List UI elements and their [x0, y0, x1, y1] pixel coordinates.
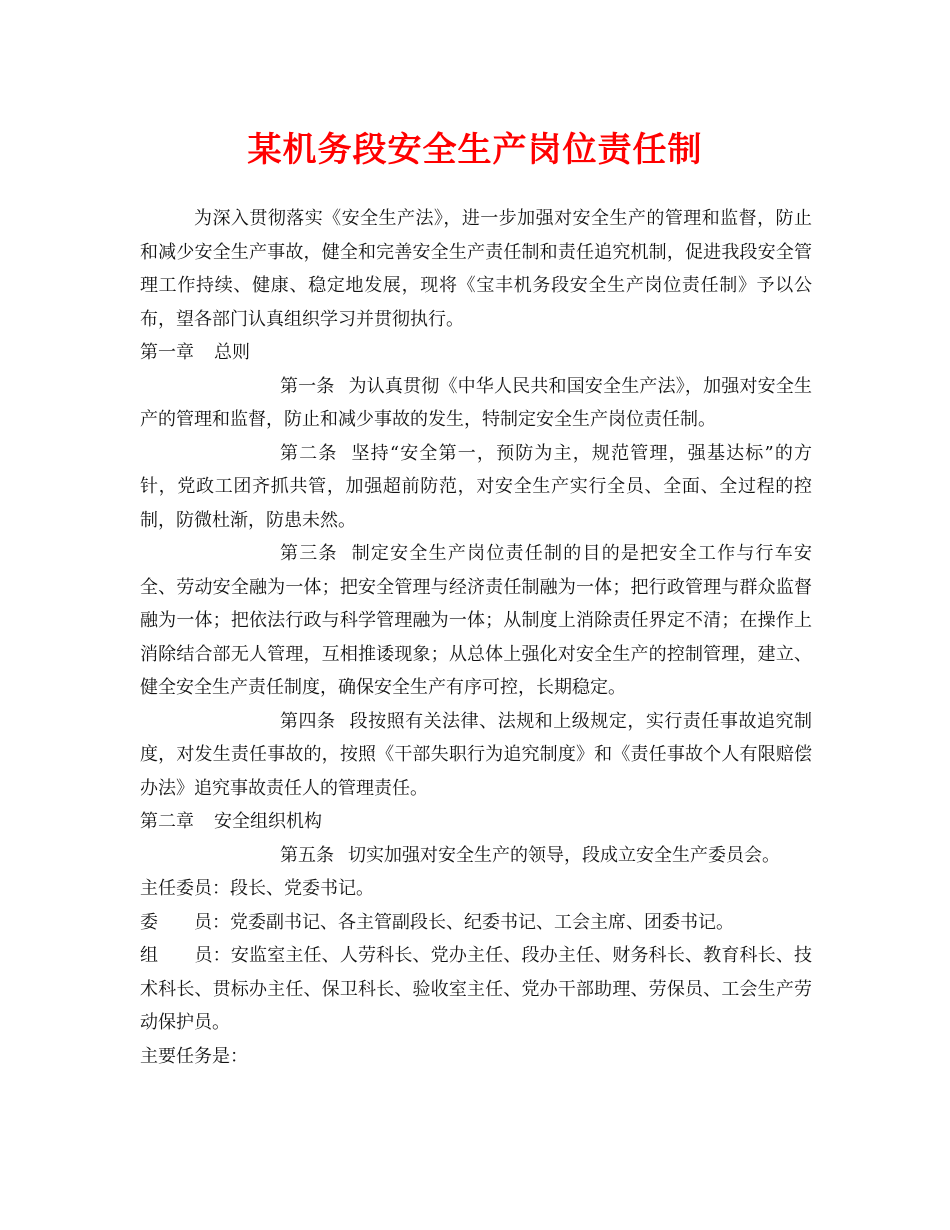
article-3: [140, 537, 812, 705]
group-line: 组 员：安监室主任、人劳科长、党办主任、段办主任、财务科长、教育科长、技术科长、贯标办主任、保卫科长、验收室主任、党办干部助理、劳保员、工会生产劳动保护员。: [140, 945, 812, 1033]
intro-paragraph: 为深入贯彻落实《安全生产法》，进一步加强对安全生产的管理和监督，防止和减少安全生产事故，健全和完善安全生产责任制和责任追究机制，促进我段安全管理工作持续、健康、稳定地发展，现将《宝丰机务段安全生产岗位责任制》予以公布，望各部门认真组织学习并贯彻执行。: [140, 208, 812, 330]
chapter-label: 第一章: [140, 342, 194, 363]
article-label: 第三条: [280, 543, 338, 564]
main-tasks-line: 主要任务是：: [140, 1045, 248, 1067]
document-title: 某机务段安全生产岗位责任制: [247, 130, 703, 170]
article-label: 第一条: [280, 375, 335, 397]
article-text: 制定安全生产岗位责任制的目的是把安全工作与行车安全、劳动安全融为一体；把安全管理与经济责任制融为一体；把行政管理与群众监督融为一体；把依法行政与科学管理融为一体；从制度上消除责任界定不清；在操作上消除结合部无人管理，互相推诿现象；从总体上强化对安全生产的控制管理，建立、健全安全生产责任制度，确保安全生产有序可控，长期稳定。: [140, 543, 813, 698]
chapter-name: 总则: [214, 342, 250, 363]
article-text: 为认真贯彻《中华人民共和国安全生产法》，加强对安全生产的管理和监督，防止和减少事故的发生，特制定安全生产岗位责任制。: [140, 375, 813, 430]
article-2: [140, 437, 812, 538]
chapter-heading-1: [140, 336, 812, 370]
article-label: 第二条: [280, 442, 338, 464]
article-1: [140, 370, 812, 437]
article-label: 第五条: [280, 844, 334, 866]
article-text: 坚持“安全第一，预防为主，规范管理，强基达标”的方针，党政工团齐抓共管，加强超前防范，对安全生产实行全员、全面、全过程的控制，防微杜渐，防患未然。: [140, 442, 813, 531]
article-label: 第四条: [280, 710, 336, 732]
committee-line: 委 员：党委副书记、各主管副段长、纪委书记、工会主席、团委书记。: [140, 911, 734, 933]
article-text: 段按照有关法律、法规和上级规定，实行责任事故追究制度，对发生责任事故的，按照《干部失职行为追究制度》和《责任事故个人有限赔偿办法》追究事故责任人的管理责任。: [140, 710, 813, 799]
article-5: [140, 839, 812, 873]
document-body: [140, 202, 812, 1073]
director-line: 主任委员：段长、党委书记。: [140, 878, 374, 899]
chapter-label: 第二章: [140, 811, 194, 832]
article-4: [140, 705, 812, 806]
article-text: 切实加强对安全生产的领导，段成立安全生产委员会。: [348, 844, 780, 866]
chapter-heading-2: [140, 805, 812, 839]
chapter-name: 安全组织机构: [214, 811, 322, 832]
